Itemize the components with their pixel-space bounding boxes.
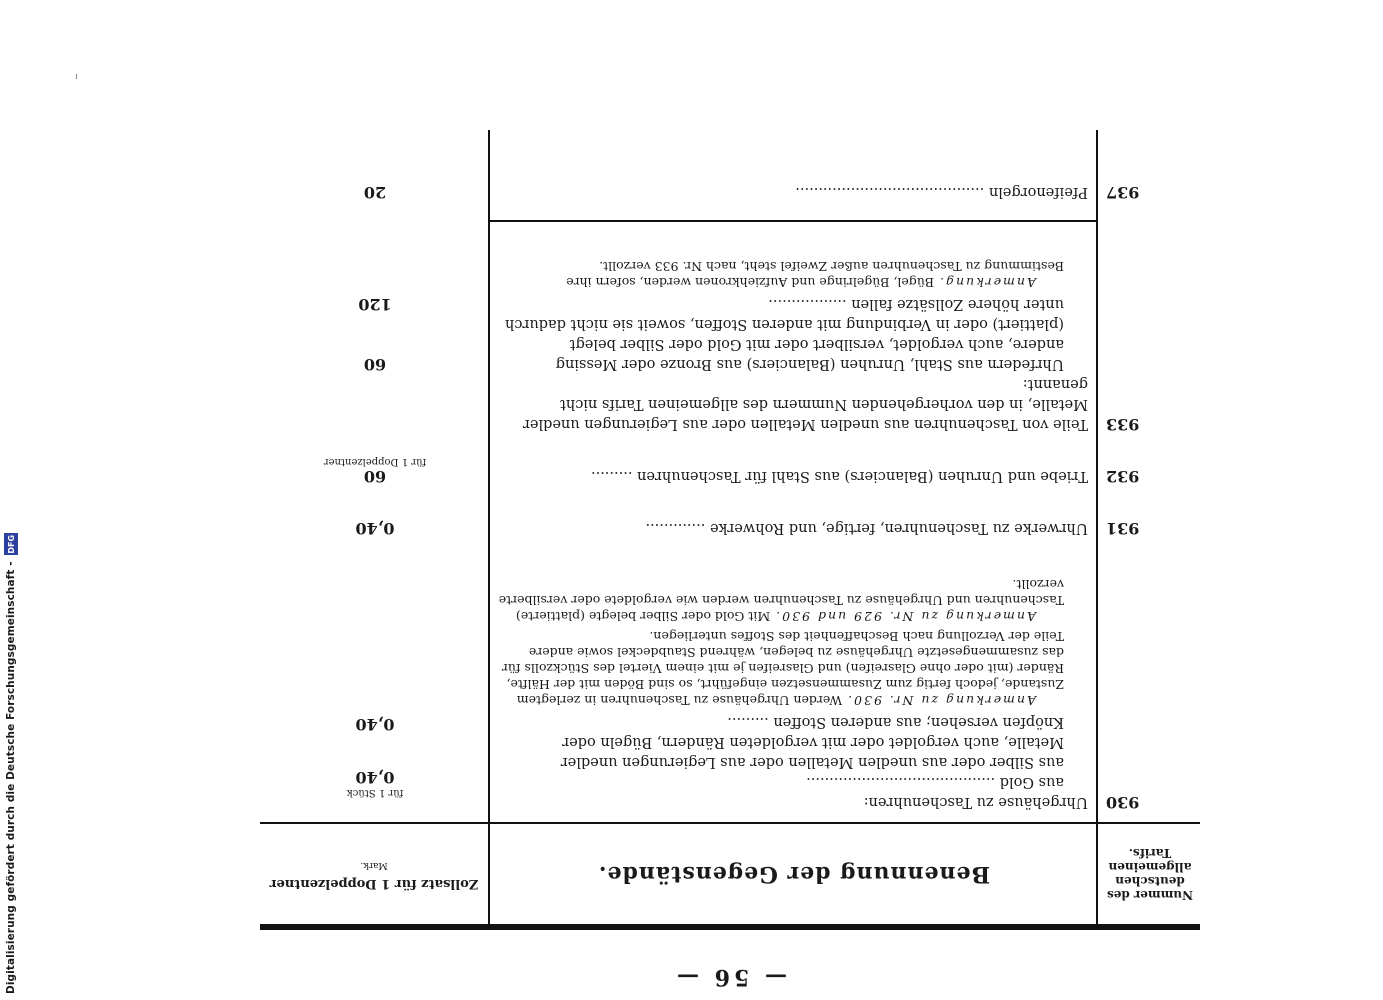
row-number: 937 xyxy=(1106,183,1140,202)
footer-text: Digitalisierung gefördert durch die Deutsche Forschungsgemeinschaft - xyxy=(5,561,17,994)
rate-unit: für 1 Stück xyxy=(346,787,404,798)
row-title: Teile von Taschenuhren aus unedlen Metallen oder aus Legierungen unedler Metalle, in den vorhergehenden Nummern des allgemeinen Tarifs nicht genannt: xyxy=(522,376,1088,432)
row-title: Uhrwerke zu Taschenuhren, fertige, und Rohwerke ............. xyxy=(645,520,1088,536)
row-title: Pfeifenorgeln ......................................... xyxy=(795,184,1088,200)
rate-value xyxy=(270,295,480,314)
document-page xyxy=(260,110,1200,990)
row-note xyxy=(498,576,1088,624)
row-description xyxy=(498,258,1088,434)
row-line: Uhrfedern aus Stahl, Unruhen (Balanciers) aus Bronze oder Messing xyxy=(555,356,1064,372)
rate-number: 0,40 xyxy=(355,768,395,787)
note-label: Anmerkung zu Nr. 930. xyxy=(846,693,1036,708)
header-description: Benennung der Gegenstände. xyxy=(597,861,991,887)
note-label: Anmerkung zu Nr. 929 und 930. xyxy=(774,609,1036,624)
rate-number: 20 xyxy=(363,183,387,202)
row-line: andere, auch vergoldet, versilbert oder mit Gold oder Silber belegt (plattiert) oder in Verbindung mit anderen Stoffen, soweit sie nicht dadurch unter höhere Zollsätze fallen ................. xyxy=(505,296,1064,352)
rate-unit: für 1 Doppelzentner xyxy=(323,456,427,467)
page-number: — 56 — xyxy=(673,964,787,990)
rate-value xyxy=(270,183,480,202)
row-description xyxy=(498,518,1088,538)
rate-value xyxy=(270,768,480,798)
rate-number: 60 xyxy=(363,355,387,374)
row-line: aus Silber oder aus unedlen Metallen oder aus Legierungen unedler Metalle, auch vergoldet oder mit vergoldeten Rändern, Bügeln oder Knöpfen versehen; aus anderen Stoffen ......... xyxy=(560,714,1064,770)
rate-value xyxy=(270,456,480,486)
row-note xyxy=(498,258,1088,290)
digitization-footer xyxy=(0,0,22,1000)
header-rate-label: Zollsatz für 1 Doppelzentner xyxy=(269,876,479,891)
row-description xyxy=(498,182,1088,202)
note-text: Werden Uhrgehäuse zu Taschenuhren in zerlegtem Zustande, jedoch fertig zum Zusammensetzen eingeführt, so sind Böden mit der Hälfte, Ränder (mit oder ohne Glasreifen) und Glasreifen je mit einem Viertel des Stückzolls für das zusammengesetzte Uhrgehäuse zu belegen, während Staubdeckel sowie andere Teile der Verzollung nach Beschaffenheit des Stoffes unterliegen. xyxy=(501,629,1064,708)
note-text: Mit Gold oder Silber belegte (plattierte) Taschenuhren und Uhrgehäuse zu Taschenuhren werden wie vergoldete oder versilberte verzollt. xyxy=(498,577,1064,624)
header-rate xyxy=(260,824,488,924)
note-text: Bügel, Bügelringe und Aufziehkronen werden, sofern ihre Bestimmung zu Taschenuhren außer Zweifel steht, nach Nr. 933 verzollt. xyxy=(566,259,1064,290)
tariff-table xyxy=(260,130,1200,930)
rate-value xyxy=(270,715,480,734)
scan-mark xyxy=(76,74,77,79)
rate-value xyxy=(270,519,480,538)
row-number: 931 xyxy=(1106,519,1140,538)
dfg-logo: DFG xyxy=(4,533,18,555)
row-number: 930 xyxy=(1106,793,1140,812)
header-number: Nummer des deutschen allgemeinen Tarifs. xyxy=(1107,846,1194,902)
rate-value xyxy=(270,355,480,374)
rate-number: 0,40 xyxy=(355,519,395,538)
row-number: 932 xyxy=(1106,467,1140,486)
row-title: Triebe und Unruhen (Balanciers) aus Stahl für Taschenuhren ......... xyxy=(590,468,1088,484)
row-line: aus Gold ......................................... xyxy=(806,774,1064,790)
row-note xyxy=(498,628,1088,708)
header-rate-unit: Mark. xyxy=(360,860,388,870)
note-label: Anmerkung. xyxy=(938,275,1036,290)
row-description xyxy=(498,466,1088,486)
rate-number: 120 xyxy=(358,295,392,314)
row-number: 933 xyxy=(1106,415,1140,434)
row-title: Uhrgehäuse zu Taschenuhren: xyxy=(863,794,1088,810)
rate-number: 0,40 xyxy=(355,715,395,734)
rate-number: 60 xyxy=(363,467,387,486)
row-description xyxy=(498,576,1088,812)
